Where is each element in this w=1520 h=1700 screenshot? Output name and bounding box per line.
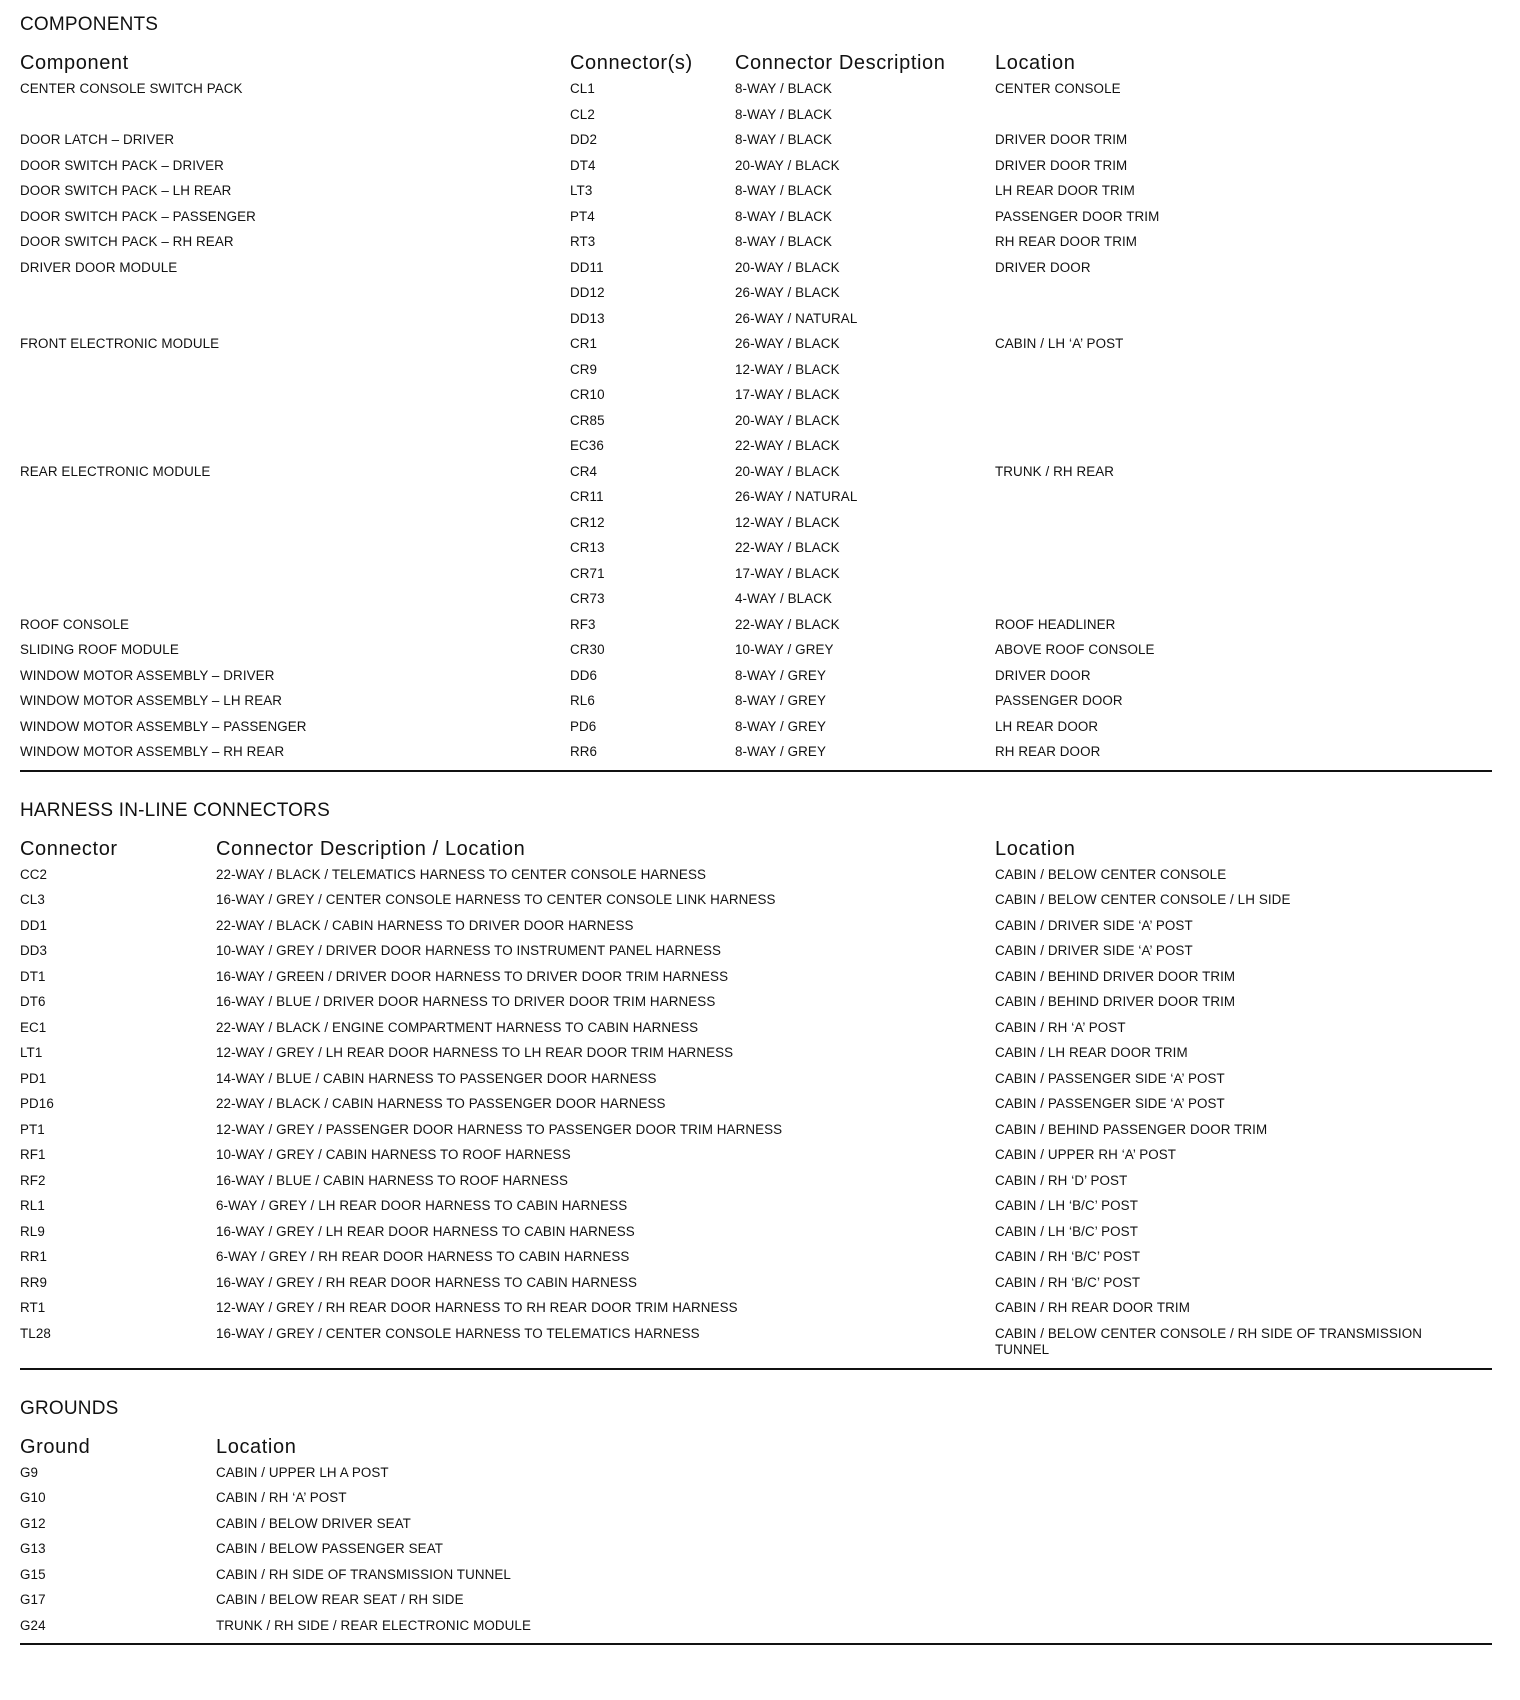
components-row — [20, 385, 1492, 411]
connector-id: DD6 — [570, 667, 598, 683]
connector-location: CABIN / LH REAR DOOR TRIM — [995, 1045, 1188, 1060]
grounds-divider — [20, 1643, 1492, 1645]
harness-row — [20, 1298, 1492, 1324]
components-row — [20, 334, 1492, 360]
connector-id: PT1 — [20, 1121, 45, 1137]
harness-header-row — [20, 835, 1492, 863]
connector-id: CR85 — [570, 412, 605, 428]
component-location — [995, 589, 1492, 615]
component-name — [20, 564, 570, 590]
connector-description: 16-WAY / GREY / LH REAR DOOR HARNESS TO CABIN HARNESS — [216, 1223, 635, 1239]
connector-id: RT3 — [570, 234, 596, 249]
connector-description: 8-WAY / BLACK — [735, 208, 833, 224]
connector-description: 8-WAY / GREY — [735, 667, 826, 683]
harness-title: HARNESS IN-LINE CONNECTORS — [20, 799, 330, 821]
connector-description: 16-WAY / GREY / CENTER CONSOLE HARNESS TO CENTER CONSOLE LINK HARNESS — [216, 892, 776, 907]
component-name — [20, 105, 570, 131]
ground-id: G13 — [20, 1541, 46, 1556]
component-location: CABIN / LH ‘A’ POST — [995, 336, 1124, 351]
connector-description: 26-WAY / BLACK — [735, 285, 840, 300]
connector-description: 20-WAY / BLACK — [735, 412, 840, 428]
connector-description: 22-WAY / BLACK — [735, 438, 840, 453]
connector-id: LT3 — [570, 183, 593, 198]
connector-id: PD16 — [20, 1096, 54, 1111]
component-name — [20, 589, 570, 615]
component-name: ROOF CONSOLE — [20, 616, 130, 632]
components-row — [20, 79, 1492, 105]
connector-description: 10-WAY / GREY / CABIN HARNESS TO ROOF HARNESS — [216, 1147, 571, 1162]
connector-description: 8-WAY / BLACK — [735, 183, 833, 198]
component-location: ROOF HEADLINER — [995, 616, 1116, 632]
connector-description: 8-WAY / BLACK — [735, 234, 833, 249]
connector-location: CABIN / DRIVER SIDE ‘A’ POST — [995, 917, 1193, 933]
component-name — [20, 513, 570, 539]
connector-description: 8-WAY / BLACK — [735, 106, 833, 122]
connector-description: 4-WAY / BLACK — [735, 591, 833, 606]
connector-description: 17-WAY / BLACK — [735, 387, 840, 402]
component-name — [20, 487, 570, 513]
connector-id: PT4 — [570, 208, 595, 224]
harness-row — [20, 1018, 1492, 1044]
connector-description: 22-WAY / BLACK / TELEMATICS HARNESS TO CENTER CONSOLE HARNESS — [216, 866, 707, 882]
components-row — [20, 258, 1492, 284]
grounds-header-row — [20, 1433, 1492, 1461]
connector-location: CABIN / RH ‘B/C’ POST — [995, 1249, 1141, 1264]
component-location: LH REAR DOOR — [995, 718, 1099, 734]
connector-id: CR9 — [570, 361, 598, 377]
connector-description: 12-WAY / GREY / PASSENGER DOOR HARNESS TO PASSENGER DOOR TRIM HARNESS — [216, 1121, 783, 1137]
component-name — [20, 309, 570, 335]
grounds-table-body — [20, 1463, 1492, 1642]
components-row — [20, 564, 1492, 590]
connector-description: 17-WAY / BLACK — [735, 565, 840, 581]
connector-id: EC36 — [570, 438, 604, 453]
harness-table-body — [20, 865, 1492, 1358]
connector-description: 6-WAY / GREY / LH REAR DOOR HARNESS TO CABIN HARNESS — [216, 1198, 628, 1213]
header-ground: Ground — [20, 1435, 91, 1458]
harness-row — [20, 1273, 1492, 1299]
component-location — [995, 538, 1492, 564]
components-row — [20, 181, 1492, 207]
grounds-row — [20, 1514, 1492, 1540]
ground-id: G15 — [20, 1566, 46, 1582]
connector-id: RF2 — [20, 1172, 46, 1188]
connector-description: 8-WAY / BLACK — [735, 132, 833, 147]
harness-row — [20, 1247, 1492, 1273]
component-location: DRIVER DOOR — [995, 259, 1091, 275]
ground-location: CABIN / BELOW REAR SEAT / RH SIDE — [216, 1592, 464, 1607]
harness-row — [20, 1222, 1492, 1248]
harness-section — [20, 772, 1492, 1370]
header-connector-description: Connector Description — [735, 52, 946, 74]
component-name — [20, 385, 570, 411]
ground-location: CABIN / RH SIDE OF TRANSMISSION TUNNEL — [216, 1566, 511, 1582]
component-name — [20, 538, 570, 564]
component-location: PASSENGER DOOR — [995, 693, 1123, 708]
ground-id: G12 — [20, 1515, 46, 1531]
component-location: PASSENGER DOOR TRIM — [995, 208, 1160, 224]
ground-id: G10 — [20, 1490, 46, 1505]
connector-id: CR4 — [570, 463, 598, 479]
connector-description: 8-WAY / BLACK — [735, 81, 833, 96]
grounds-row — [20, 1565, 1492, 1591]
harness-row — [20, 992, 1492, 1018]
harness-row — [20, 1094, 1492, 1120]
connector-id: CR12 — [570, 514, 605, 530]
header-connector: Connector — [20, 837, 118, 860]
connector-description: 8-WAY / GREY — [735, 744, 826, 759]
connector-description: 20-WAY / BLACK — [735, 463, 840, 479]
connector-id: DD12 — [570, 285, 605, 300]
harness-row — [20, 1069, 1492, 1095]
connector-id: RR9 — [20, 1274, 48, 1290]
components-row — [20, 538, 1492, 564]
connector-id: DD2 — [570, 132, 598, 147]
connector-id: RF3 — [570, 616, 596, 632]
connector-id: PD1 — [20, 1070, 47, 1086]
connector-location: CABIN / UPPER RH ‘A’ POST — [995, 1147, 1177, 1162]
component-location — [995, 411, 1492, 437]
components-row — [20, 360, 1492, 386]
connector-id: RR6 — [570, 744, 598, 759]
connector-description: 20-WAY / BLACK — [735, 259, 840, 275]
components-row — [20, 207, 1492, 233]
connector-id: CR10 — [570, 387, 605, 402]
components-row — [20, 156, 1492, 182]
header-location: Location — [995, 52, 1076, 74]
component-location: CENTER CONSOLE — [995, 81, 1121, 96]
component-name: DRIVER DOOR MODULE — [20, 259, 178, 275]
grounds-row — [20, 1616, 1492, 1642]
components-title: COMPONENTS — [20, 14, 159, 35]
component-location — [995, 513, 1492, 539]
harness-row — [20, 890, 1492, 916]
components-row — [20, 309, 1492, 335]
component-name: WINDOW MOTOR ASSEMBLY – DRIVER — [20, 667, 275, 683]
connector-description: 16-WAY / GREY / CENTER CONSOLE HARNESS TO TELEMATICS HARNESS — [216, 1325, 700, 1341]
header-component: Component — [20, 52, 129, 74]
connector-description: 26-WAY / NATURAL — [735, 310, 858, 326]
component-name: DOOR SWITCH PACK – LH REAR — [20, 183, 232, 198]
component-location — [995, 385, 1492, 411]
components-row — [20, 640, 1492, 666]
connector-id: CR30 — [570, 642, 605, 657]
header-connector-description-location: Connector Description / Location — [216, 837, 526, 860]
ground-location: TRUNK / RH SIDE / REAR ELECTRONIC MODULE — [216, 1617, 531, 1633]
harness-row — [20, 916, 1492, 942]
connector-description: 22-WAY / BLACK — [735, 540, 840, 555]
connector-description: 8-WAY / GREY — [735, 693, 826, 708]
component-location — [995, 360, 1492, 386]
connector-description: 12-WAY / BLACK — [735, 361, 840, 377]
connector-location: CABIN / DRIVER SIDE ‘A’ POST — [995, 943, 1193, 958]
harness-row — [20, 1145, 1492, 1171]
connector-id: CR73 — [570, 591, 605, 606]
connector-location: CABIN / BELOW CENTER CONSOLE — [995, 866, 1227, 882]
ground-id: G9 — [20, 1464, 39, 1480]
header-location: Location — [216, 1435, 297, 1458]
connector-location: CABIN / BEHIND DRIVER DOOR TRIM — [995, 968, 1236, 984]
connector-id: DD13 — [570, 310, 605, 326]
component-location: DRIVER DOOR TRIM — [995, 157, 1128, 173]
components-row — [20, 283, 1492, 309]
component-name: WINDOW MOTOR ASSEMBLY – LH REAR — [20, 693, 283, 708]
components-row — [20, 232, 1492, 258]
connector-location: CABIN / RH REAR DOOR TRIM — [995, 1300, 1190, 1315]
connector-id: CR71 — [570, 565, 605, 581]
component-location: RH REAR DOOR TRIM — [995, 234, 1138, 249]
connector-description: 10-WAY / GREY — [735, 642, 834, 657]
ground-location: CABIN / UPPER LH A POST — [216, 1464, 389, 1480]
components-row — [20, 513, 1492, 539]
connector-id: DD11 — [570, 259, 604, 275]
grounds-row — [20, 1488, 1492, 1514]
component-location — [995, 487, 1492, 513]
connector-description: 12-WAY / BLACK — [735, 514, 840, 530]
grounds-row — [20, 1590, 1492, 1616]
component-location: DRIVER DOOR — [995, 667, 1091, 683]
connector-id: CR1 — [570, 336, 598, 351]
harness-row — [20, 941, 1492, 967]
connector-description: 12-WAY / GREY / LH REAR DOOR HARNESS TO LH REAR DOOR TRIM HARNESS — [216, 1045, 734, 1060]
grounds-row — [20, 1539, 1492, 1565]
connector-id: DD3 — [20, 943, 48, 958]
connector-id: CR11 — [570, 489, 604, 504]
connector-id: CL3 — [20, 892, 45, 907]
connector-description: 8-WAY / GREY — [735, 718, 826, 734]
harness-row — [20, 1196, 1492, 1222]
component-name — [20, 411, 570, 437]
connector-location: CABIN / RH ‘B/C’ POST — [995, 1274, 1141, 1290]
component-name: DOOR SWITCH PACK – DRIVER — [20, 157, 224, 173]
connector-id: DT4 — [570, 157, 596, 173]
components-row — [20, 487, 1492, 513]
component-name — [20, 283, 570, 309]
component-location: TRUNK / RH REAR — [995, 463, 1115, 479]
component-location — [995, 564, 1492, 590]
component-location — [995, 309, 1492, 335]
connector-location: CABIN / BELOW CENTER CONSOLE / RH SIDE OF TRANSMISSION TUNNEL — [995, 1325, 1423, 1357]
connector-id: RR1 — [20, 1249, 48, 1264]
connector-description: 16-WAY / BLUE / CABIN HARNESS TO ROOF HARNESS — [216, 1172, 568, 1188]
header-connectors: Connector(s) — [570, 52, 693, 74]
component-location: DRIVER DOOR TRIM — [995, 132, 1128, 147]
connector-description: 22-WAY / BLACK / CABIN HARNESS TO PASSENGER DOOR HARNESS — [216, 1096, 666, 1111]
component-name: DOOR SWITCH PACK – PASSENGER — [20, 208, 256, 224]
document-page — [20, 0, 1492, 1645]
components-row — [20, 411, 1492, 437]
components-row — [20, 691, 1492, 717]
connector-description: 14-WAY / BLUE / CABIN HARNESS TO PASSENGER DOOR HARNESS — [216, 1070, 657, 1086]
connector-id: DD1 — [20, 917, 48, 933]
ground-id: G17 — [20, 1592, 46, 1607]
components-table-body — [20, 79, 1492, 768]
components-row — [20, 615, 1492, 641]
component-location: LH REAR DOOR TRIM — [995, 183, 1135, 198]
connector-description: 16-WAY / BLUE / DRIVER DOOR HARNESS TO DRIVER DOOR TRIM HARNESS — [216, 994, 716, 1009]
component-name — [20, 436, 570, 462]
component-name: SLIDING ROOF MODULE — [20, 642, 179, 657]
connector-id: CL2 — [570, 106, 595, 122]
connector-location: CABIN / RH ‘D’ POST — [995, 1172, 1128, 1188]
component-location — [995, 436, 1492, 462]
connector-description: 26-WAY / BLACK — [735, 336, 840, 351]
connector-location: CABIN / BELOW CENTER CONSOLE / LH SIDE — [995, 892, 1291, 907]
connector-id: RT1 — [20, 1300, 46, 1315]
connector-description: 10-WAY / GREY / DRIVER DOOR HARNESS TO INSTRUMENT PANEL HARNESS — [216, 943, 722, 958]
connector-id: RL9 — [20, 1223, 45, 1239]
connector-description: 12-WAY / GREY / RH REAR DOOR HARNESS TO RH REAR DOOR TRIM HARNESS — [216, 1300, 738, 1315]
connector-description: 16-WAY / GREY / RH REAR DOOR HARNESS TO CABIN HARNESS — [216, 1274, 637, 1290]
ground-location: CABIN / BELOW PASSENGER SEAT — [216, 1541, 444, 1556]
component-name: WINDOW MOTOR ASSEMBLY – PASSENGER — [20, 718, 307, 734]
connector-description: 16-WAY / GREEN / DRIVER DOOR HARNESS TO DRIVER DOOR TRIM HARNESS — [216, 968, 729, 984]
connector-id: CC2 — [20, 866, 48, 882]
connector-description: 22-WAY / BLACK / ENGINE COMPARTMENT HARNESS TO CABIN HARNESS — [216, 1019, 699, 1035]
harness-row — [20, 865, 1492, 891]
connector-id: RF1 — [20, 1147, 46, 1162]
connector-description: 6-WAY / GREY / RH REAR DOOR HARNESS TO CABIN HARNESS — [216, 1249, 630, 1264]
component-name: WINDOW MOTOR ASSEMBLY – RH REAR — [20, 744, 285, 759]
connector-location: CABIN / PASSENGER SIDE ‘A’ POST — [995, 1096, 1225, 1111]
connector-location: CABIN / BEHIND PASSENGER DOOR TRIM — [995, 1121, 1268, 1137]
component-name: CENTER CONSOLE SWITCH PACK — [20, 81, 243, 96]
components-row — [20, 742, 1492, 768]
connector-id: PD6 — [570, 718, 597, 734]
component-location: RH REAR DOOR — [995, 744, 1101, 759]
component-location — [995, 105, 1492, 131]
connector-id: CL1 — [570, 81, 595, 96]
grounds-section — [20, 1370, 1492, 1646]
connector-location: CABIN / LH ‘B/C’ POST — [995, 1198, 1138, 1213]
component-name: DOOR SWITCH PACK – RH REAR — [20, 234, 234, 249]
components-row — [20, 130, 1492, 156]
connector-location: CABIN / LH ‘B/C’ POST — [995, 1223, 1138, 1239]
harness-row — [20, 1171, 1492, 1197]
ground-id: G24 — [20, 1617, 46, 1633]
components-row — [20, 462, 1492, 488]
components-row — [20, 436, 1492, 462]
grounds-row — [20, 1463, 1492, 1489]
component-name: DOOR LATCH – DRIVER — [20, 132, 175, 147]
connector-id: EC1 — [20, 1019, 47, 1035]
connector-id: LT1 — [20, 1045, 43, 1060]
ground-location: CABIN / BELOW DRIVER SEAT — [216, 1515, 411, 1531]
connector-location: CABIN / PASSENGER SIDE ‘A’ POST — [995, 1070, 1225, 1086]
connector-id: DT6 — [20, 994, 46, 1009]
components-header-row — [20, 49, 1492, 77]
connector-id: CR13 — [570, 540, 605, 555]
harness-row — [20, 967, 1492, 993]
components-section — [20, 0, 1492, 772]
connector-location: CABIN / RH ‘A’ POST — [995, 1019, 1126, 1035]
component-name: FRONT ELECTRONIC MODULE — [20, 336, 220, 351]
connector-description: 22-WAY / BLACK — [735, 616, 840, 632]
component-location — [995, 283, 1492, 309]
component-name: REAR ELECTRONIC MODULE — [20, 463, 211, 479]
harness-row — [20, 1043, 1492, 1069]
header-location: Location — [995, 837, 1076, 860]
connector-description: 20-WAY / BLACK — [735, 157, 840, 173]
connector-description: 26-WAY / NATURAL — [735, 489, 858, 504]
connector-id: TL28 — [20, 1325, 51, 1341]
connector-id: DT1 — [20, 968, 46, 984]
connector-id: RL6 — [570, 693, 595, 708]
grounds-title: GROUNDS — [20, 1397, 119, 1419]
component-name — [20, 360, 570, 386]
harness-row — [20, 1324, 1492, 1358]
connector-description: 22-WAY / BLACK / CABIN HARNESS TO DRIVER DOOR HARNESS — [216, 917, 634, 933]
component-location: ABOVE ROOF CONSOLE — [995, 642, 1155, 657]
components-row — [20, 589, 1492, 615]
harness-row — [20, 1120, 1492, 1146]
connector-id: RL1 — [20, 1198, 45, 1213]
components-row — [20, 717, 1492, 743]
connector-location: CABIN / BEHIND DRIVER DOOR TRIM — [995, 994, 1236, 1009]
components-row — [20, 666, 1492, 692]
ground-location: CABIN / RH ‘A’ POST — [216, 1490, 347, 1505]
components-row — [20, 105, 1492, 131]
